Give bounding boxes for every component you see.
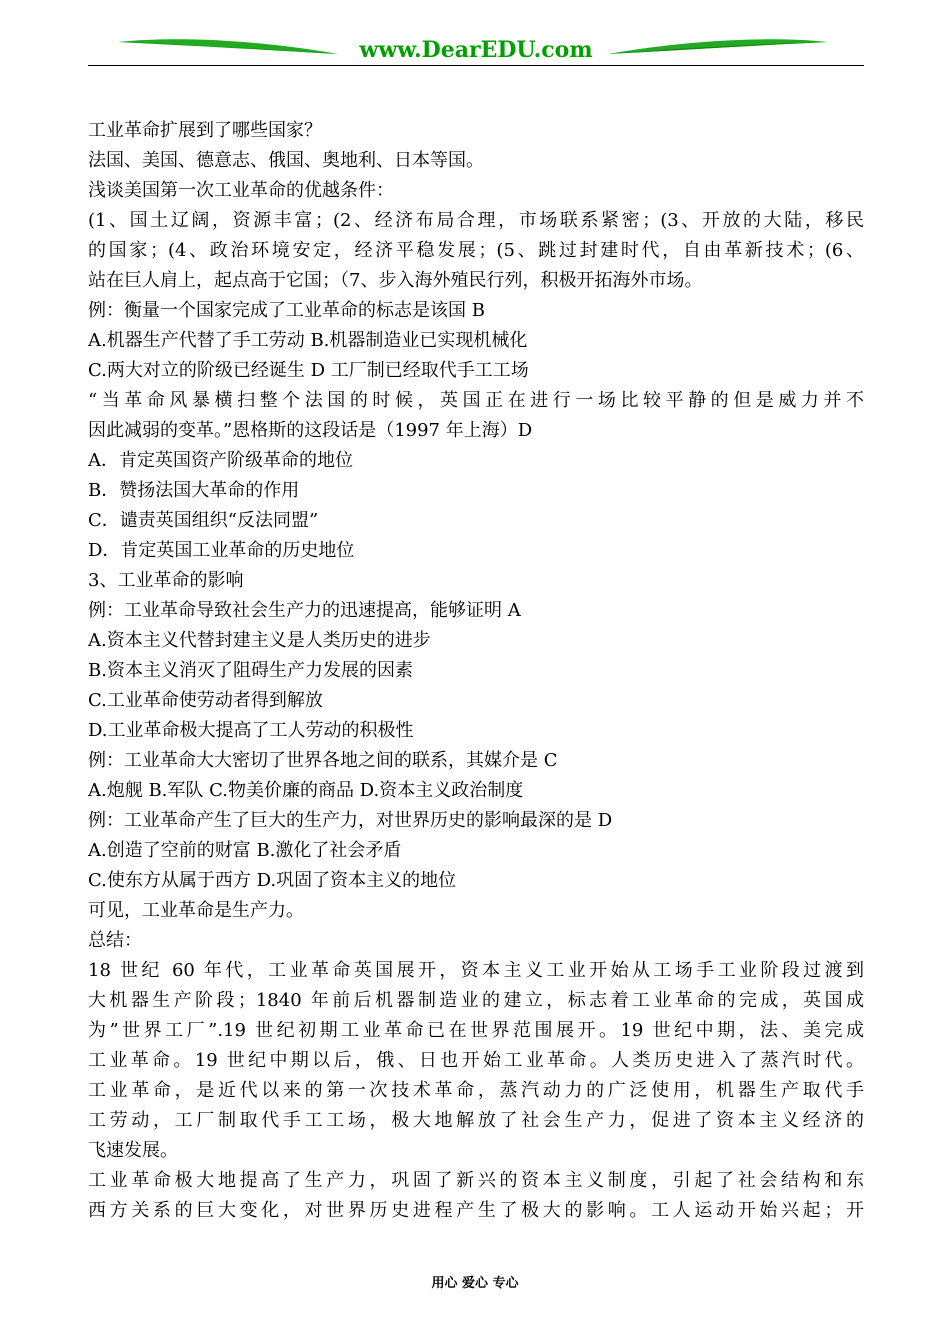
text-line: C．谴责英国组织“反法同盟” [88, 510, 319, 531]
text-line: 例：衡量一个国家完成了工业革命的标志是该国 B [88, 300, 485, 321]
text-line: 工业革命。19 世纪中期以后，俄、日也开始工业革命。人类历史进入了蒸汽时代。 [88, 1050, 864, 1071]
text-line: C.工业革命使劳动者得到解放 [88, 690, 323, 711]
text-line: A.创造了空前的财富 B.激化了社会矛盾 [88, 840, 402, 861]
text-line: C.两大对立的阶级已经诞生 D 工厂制已经取代手工工场 [88, 360, 529, 381]
page-header [88, 28, 864, 68]
text-line: 18 世纪 60 年代，工业革命英国展开，资本主义工业开始从工场手工业阶段过渡到 [88, 960, 864, 981]
text-line: 浅谈美国第一次工业革命的优越条件： [88, 180, 394, 201]
text-line: 的国家；(4、政治环境安定，经济平稳发展；(5、跳过封建时代，自由革新技术；(6、 [88, 240, 864, 261]
text-line: (1、国土辽阔，资源丰富；(2、经济布局合理，市场联系紧密；(3、开放的大陆，移民 [88, 210, 864, 231]
text-line: C.使东方从属于西方 D.巩固了资本主义的地位 [88, 870, 457, 891]
text-line: 工业革命极大地提高了生产力，巩固了新兴的资本主义制度，引起了社会结构和东 [88, 1170, 864, 1191]
header-divider [88, 65, 864, 66]
text-line: D．肯定英国工业革命的历史地位 [88, 540, 355, 561]
text-line: 站在巨人肩上，起点高于它国；（7、步入海外殖民行列，积极开拓海外市场。 [88, 270, 703, 291]
text-line: 大机器生产阶段；1840 年前后机器制造业的建立，标志着工业革命的完成，英国成 [88, 990, 864, 1011]
text-line: 总结： [88, 930, 142, 951]
site-logo-text: www.DearEDU.com [359, 37, 593, 63]
text-line: 工业革命，是近代以来的第一次技术革命，蒸汽动力的广泛使用，机器生产取代手 [88, 1080, 864, 1101]
text-line: 例：工业革命导致社会生产力的迅速提高，能够证明 A [88, 600, 521, 621]
text-line: 飞速发展。 [88, 1140, 178, 1161]
text-line: 因此减弱的变革。”恩格斯的这段话是（1997 年上海）D [88, 420, 533, 441]
text-line: D.工业革命极大提高了工人劳动的积极性 [88, 720, 414, 741]
text-line: A．肯定英国资产阶级革命的地位 [88, 450, 353, 471]
text-line: 西方关系的巨大变化，对世界历史进程产生了极大的影响。工人运动开始兴起；开 [88, 1200, 864, 1221]
text-line: 3、工业革命的影响 [88, 570, 244, 591]
text-line: 例：工业革命产生了巨大的生产力，对世界历史的影响最深的是 D [88, 810, 613, 831]
text-line: 法国、美国、德意志、俄国、奥地利、日本等国。 [88, 150, 484, 171]
text-line: A.炮舰 B.军队 C.物美价廉的商品 D.资本主义政治制度 [88, 780, 524, 801]
text-line: 工劳动，工厂制取代手工工场，极大地解放了社会生产力，促进了资本主义经济的 [88, 1110, 864, 1131]
text-line: 例：工业革命大大密切了世界各地之间的联系，其媒介是 C [88, 750, 558, 771]
text-line: A.机器生产代替了手工劳动 B.机器制造业已实现机械化 [88, 330, 528, 351]
text-line: B.资本主义消灭了阻碍生产力发展的因素 [88, 660, 413, 681]
text-line: 可见，工业革命是生产力。 [88, 900, 304, 921]
text-line: 工业革命扩展到了哪些国家？ [88, 120, 322, 141]
page-footer: 用心 爱心 专心 [431, 1276, 519, 1291]
document-body [88, 116, 864, 1226]
text-line: 为”世界工厂”.19 世纪初期工业革命已在世界范围展开。19 世纪中期，法、美完成 [88, 1020, 864, 1041]
text-line: “当革命风暴横扫整个法国的时候，英国正在进行一场比较平静的但是威力并不 [88, 390, 864, 411]
text-line: A.资本主义代替封建主义是人类历史的进步 [88, 630, 431, 651]
text-line: B．赞扬法国大革命的作用 [88, 480, 300, 501]
